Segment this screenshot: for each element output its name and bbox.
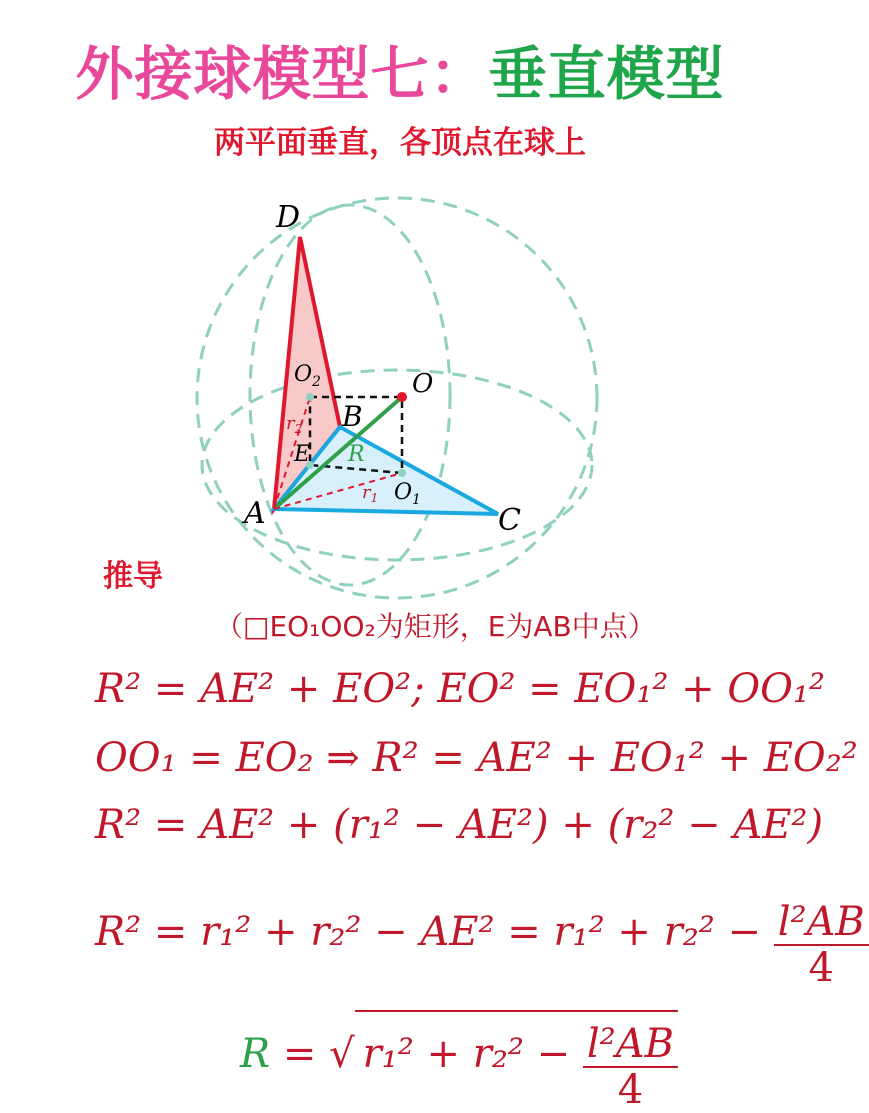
result-R: R [240,1031,271,1077]
fraction-denominator: 4 [808,945,834,991]
page-subtitle: 两平面垂直，各顶点在球上 [214,125,586,161]
fraction-lab-over-4 [774,900,869,990]
formula-line-4-main: R² = r₁² + r₂² − AE² = r₁² + r₂² − [95,909,761,955]
fraction-numerator: l²AB [774,900,869,946]
title-model-type: 垂直模型 [488,40,725,108]
formula-line-5 [240,1010,678,1113]
label-D: D [276,200,301,235]
derivation-note: （□EO₁OO₂为矩形，E为AB中点） [215,610,656,643]
radicand-denominator: 4 [617,1067,644,1113]
point-O [397,392,407,402]
sqrt-sign: √ [329,1031,355,1077]
label-C: C [498,503,521,538]
point-O2 [306,393,314,401]
formula-line-2: OO₁ = EO₂ ⇒ R² = AE² + EO₁² + EO₂² [95,735,858,781]
formula-line-4 [95,890,869,991]
label-O1: $O_1$ [394,480,421,508]
sqrt-radicand [355,1010,678,1113]
radicand-numerator: l²AB [583,1022,678,1068]
label-A: A [244,496,266,531]
label-E: E [294,442,311,467]
point-O1 [398,469,406,477]
sphere-diagram [190,195,610,555]
derivation-label: 推导 [103,559,163,594]
label-r2: $r_2$ [286,413,303,436]
formula-line-3: R² = AE² + (r₁² − AE²) + (r₂² − AE²) [95,802,824,848]
page-title [0,38,800,110]
radicand-terms: r₁² + r₂² − [362,1031,571,1077]
formula-line-1: R² = AE² + EO²; EO² = EO₁² + OO₁² [95,666,826,712]
label-r1: $r_1$ [362,482,379,505]
radicand-fraction [583,1022,678,1112]
title-model-name: 外接球模型七： [75,40,489,108]
label-R: R [348,442,365,467]
result-equals: = [270,1031,330,1077]
label-O: O [412,369,434,399]
label-B: B [342,400,363,433]
label-O2: $O_2$ [294,362,321,390]
